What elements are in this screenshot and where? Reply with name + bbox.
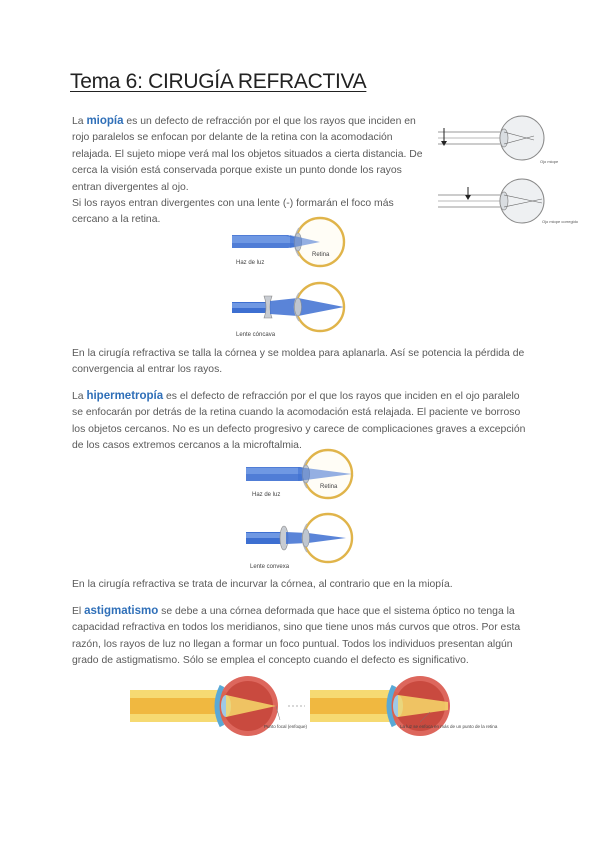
astig-label-left: Punto focal (enfoque): [264, 724, 308, 729]
hfig-label-retina: Retina: [320, 484, 338, 490]
hipermetropia-pre: La: [72, 391, 87, 402]
miopia-side-figure: [438, 115, 578, 235]
hipermetropia-paragraph: [72, 388, 532, 455]
miopia-surgery-text: En la cirugía refractiva se talla la córnea y se moldea para aplanarla. Así se potencia la pérdida de convergencia al entrar los rayos.: [72, 348, 525, 376]
hipermetropia-eye-figure-2: [242, 512, 362, 570]
side-label-1: Ojo miope: [540, 159, 559, 164]
fig-label-lente: Lente cóncava: [236, 332, 276, 338]
miopia-text: es un defecto de refracción por el que los rayos que inciden en rojo paralelos se enfocan por delante de la retina con la acomodación relajada. El sujeto miope verá mal los objetos situados a cierta distancia. De cerca la visión está conservada porque existe un punto donde los rayos entran divergentes al ojo.: [72, 116, 423, 193]
miopia-eye-figure-2: [228, 282, 353, 340]
hfig-label-lente: Lente convexa: [250, 564, 290, 570]
miopia-keyword: miopía: [86, 115, 124, 127]
astigmatismo-pre: El: [72, 606, 85, 617]
miopia-paragraph: [72, 113, 432, 229]
astigmatismo-paragraph: [72, 603, 532, 670]
hipermetropia-keyword: hipermetropía: [86, 390, 164, 402]
hfig-label-haz: Haz de luz: [252, 492, 281, 498]
fig-label-retina: Retina: [312, 252, 330, 258]
miopia-line2: Si los rayos entran divergentes con una lente (-) formarán el foco más cercano a la retina.: [72, 198, 394, 226]
astigmatismo-keyword: astigmatismo: [84, 605, 159, 617]
page-title: Tema 6: CIRUGÍA REFRACTIVA: [70, 70, 367, 93]
side-label-2: Ojo miope corregido: [542, 219, 579, 224]
hipermetropia-eye-figure-1: [242, 450, 362, 502]
astig-label-right: La luz se enfoca en más de un punto de la retina: [400, 724, 498, 729]
astigmatismo-text: se debe a una córnea deformada que hace que el sistema óptico no tenga la capacidad refractiva en todos los meridianos, sino que tiene unos más curvos que otros. Por esta razón, los rayos de luz no llegan a formar un foco puntual. Todos los individuos presentan algún grado de astigmatismo. Sólo se emplea el concepto cuando el defecto es significativo.: [72, 606, 521, 667]
miopia-pre: La: [72, 116, 87, 127]
hipermetropia-surgery-text: En la cirugía refractiva se trata de incurvar la córnea, al contrario que en la miopía.: [72, 579, 453, 590]
miopia-eye-figure-1: [228, 218, 353, 268]
hipermetropia-text: es el defecto de refracción por el que los rayos que inciden en el ojo paralelo se enfocarán por detrás de la retina cuando la acomodación está relajada. El paciente ve borroso los objetos cercanos. No es un defecto progresivo y carece de complicaciones graves a excepción de los casos extremos cercanos a la microftalmia.: [72, 391, 526, 452]
astigmatismo-figure: [130, 672, 498, 744]
fig-label-haz: Haz de luz: [236, 260, 265, 266]
